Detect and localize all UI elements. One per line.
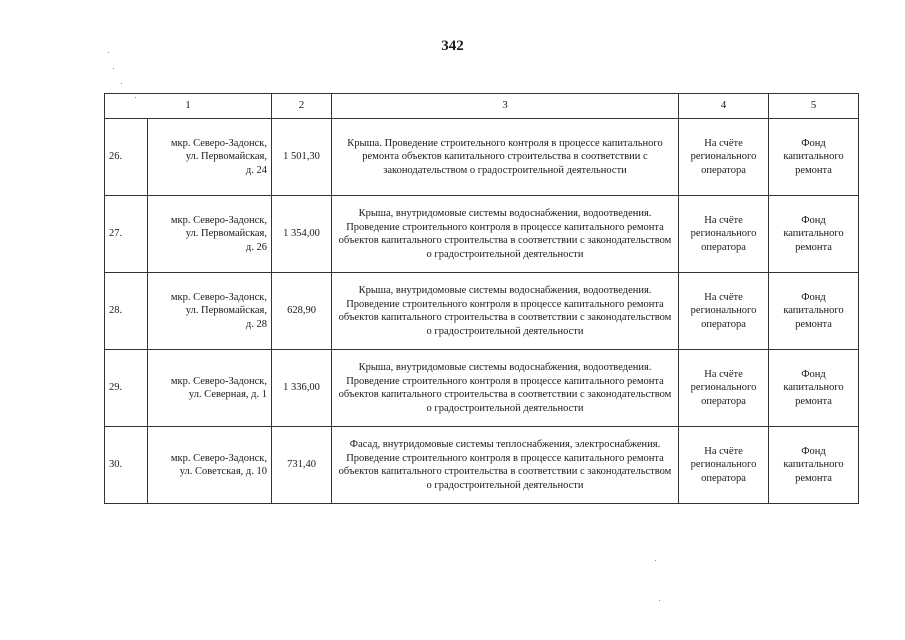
row-account-owner: На счёте регионального оператора bbox=[679, 350, 769, 427]
table-row bbox=[105, 350, 859, 427]
row-works: Крыша, внутридомовые системы водоснабжения, водоотведения. Проведение строительного контроля в процессе капитального ремонта объектов капитального строительства в соответствии с законодательством о градостроительной деятельности bbox=[332, 273, 679, 350]
row-number: 28. bbox=[105, 273, 148, 350]
row-account-owner: На счёте регионального оператора bbox=[679, 427, 769, 504]
row-area: 1 336,00 bbox=[272, 350, 332, 427]
row-address: мкр. Северо-Задонск, ул. Северная, д. 1 bbox=[148, 350, 272, 427]
table-row bbox=[105, 273, 859, 350]
row-address: мкр. Северо-Задонск, ул. Первомайская, д. 24 bbox=[148, 119, 272, 196]
row-address: мкр. Северо-Задонск, ул. Советская, д. 10 bbox=[148, 427, 272, 504]
column-header-1: 1 bbox=[105, 94, 272, 119]
scan-speck bbox=[121, 83, 122, 84]
row-funding-source: Фонд капитального ремонта bbox=[769, 119, 859, 196]
row-account-owner: На счёте регионального оператора bbox=[679, 196, 769, 273]
table-row bbox=[105, 196, 859, 273]
column-header-4: 4 bbox=[679, 94, 769, 119]
row-account-owner: На счёте регионального оператора bbox=[679, 273, 769, 350]
row-address: мкр. Северо-Задонск, ул. Первомайская, д. 28 bbox=[148, 273, 272, 350]
scan-speck bbox=[659, 600, 660, 601]
row-works: Фасад, внутридомовые системы теплоснабжения, электроснабжения. Проведение строительного контроля в процессе капитального ремонта объектов капитального строительства в соответствии с законодательством о градостроительной деятельности bbox=[332, 427, 679, 504]
row-account-owner: На счёте регионального оператора bbox=[679, 119, 769, 196]
column-header-2: 2 bbox=[272, 94, 332, 119]
row-number: 26. bbox=[105, 119, 148, 196]
row-number: 27. bbox=[105, 196, 148, 273]
scan-speck bbox=[655, 560, 656, 561]
row-area: 1 501,30 bbox=[272, 119, 332, 196]
scan-speck bbox=[108, 52, 109, 53]
column-header-5: 5 bbox=[769, 94, 859, 119]
row-funding-source: Фонд капитального ремонта bbox=[769, 196, 859, 273]
scan-speck bbox=[135, 97, 136, 98]
row-area: 731,40 bbox=[272, 427, 332, 504]
row-number: 30. bbox=[105, 427, 148, 504]
row-funding-source: Фонд капитального ремонта bbox=[769, 427, 859, 504]
table-row bbox=[105, 119, 859, 196]
table-header-row bbox=[105, 94, 859, 119]
row-area: 628,90 bbox=[272, 273, 332, 350]
scan-speck bbox=[113, 68, 114, 69]
row-works: Крыша, внутридомовые системы водоснабжения, водоотведения. Проведение строительного контроля в процессе капитального ремонта объектов капитального строительства в соответствии с законодательством о градостроительной деятельности bbox=[332, 350, 679, 427]
row-funding-source: Фонд капитального ремонта bbox=[769, 350, 859, 427]
capital-repair-table bbox=[104, 93, 859, 504]
row-address: мкр. Северо-Задонск, ул. Первомайская, д. 26 bbox=[148, 196, 272, 273]
row-works: Крыша. Проведение строительного контроля в процессе капитального ремонта объектов капитального строительства в соответствии с законодательством о градостроительной деятельности bbox=[332, 119, 679, 196]
row-funding-source: Фонд капитального ремонта bbox=[769, 273, 859, 350]
row-area: 1 354,00 bbox=[272, 196, 332, 273]
page-number: 342 bbox=[441, 38, 464, 54]
row-number: 29. bbox=[105, 350, 148, 427]
column-header-3: 3 bbox=[332, 94, 679, 119]
table-row bbox=[105, 427, 859, 504]
row-works: Крыша, внутридомовые системы водоснабжения, водоотведения. Проведение строительного контроля в процессе капитального ремонта объектов капитального строительства в соответствии с законодательством о градостроительной деятельности bbox=[332, 196, 679, 273]
